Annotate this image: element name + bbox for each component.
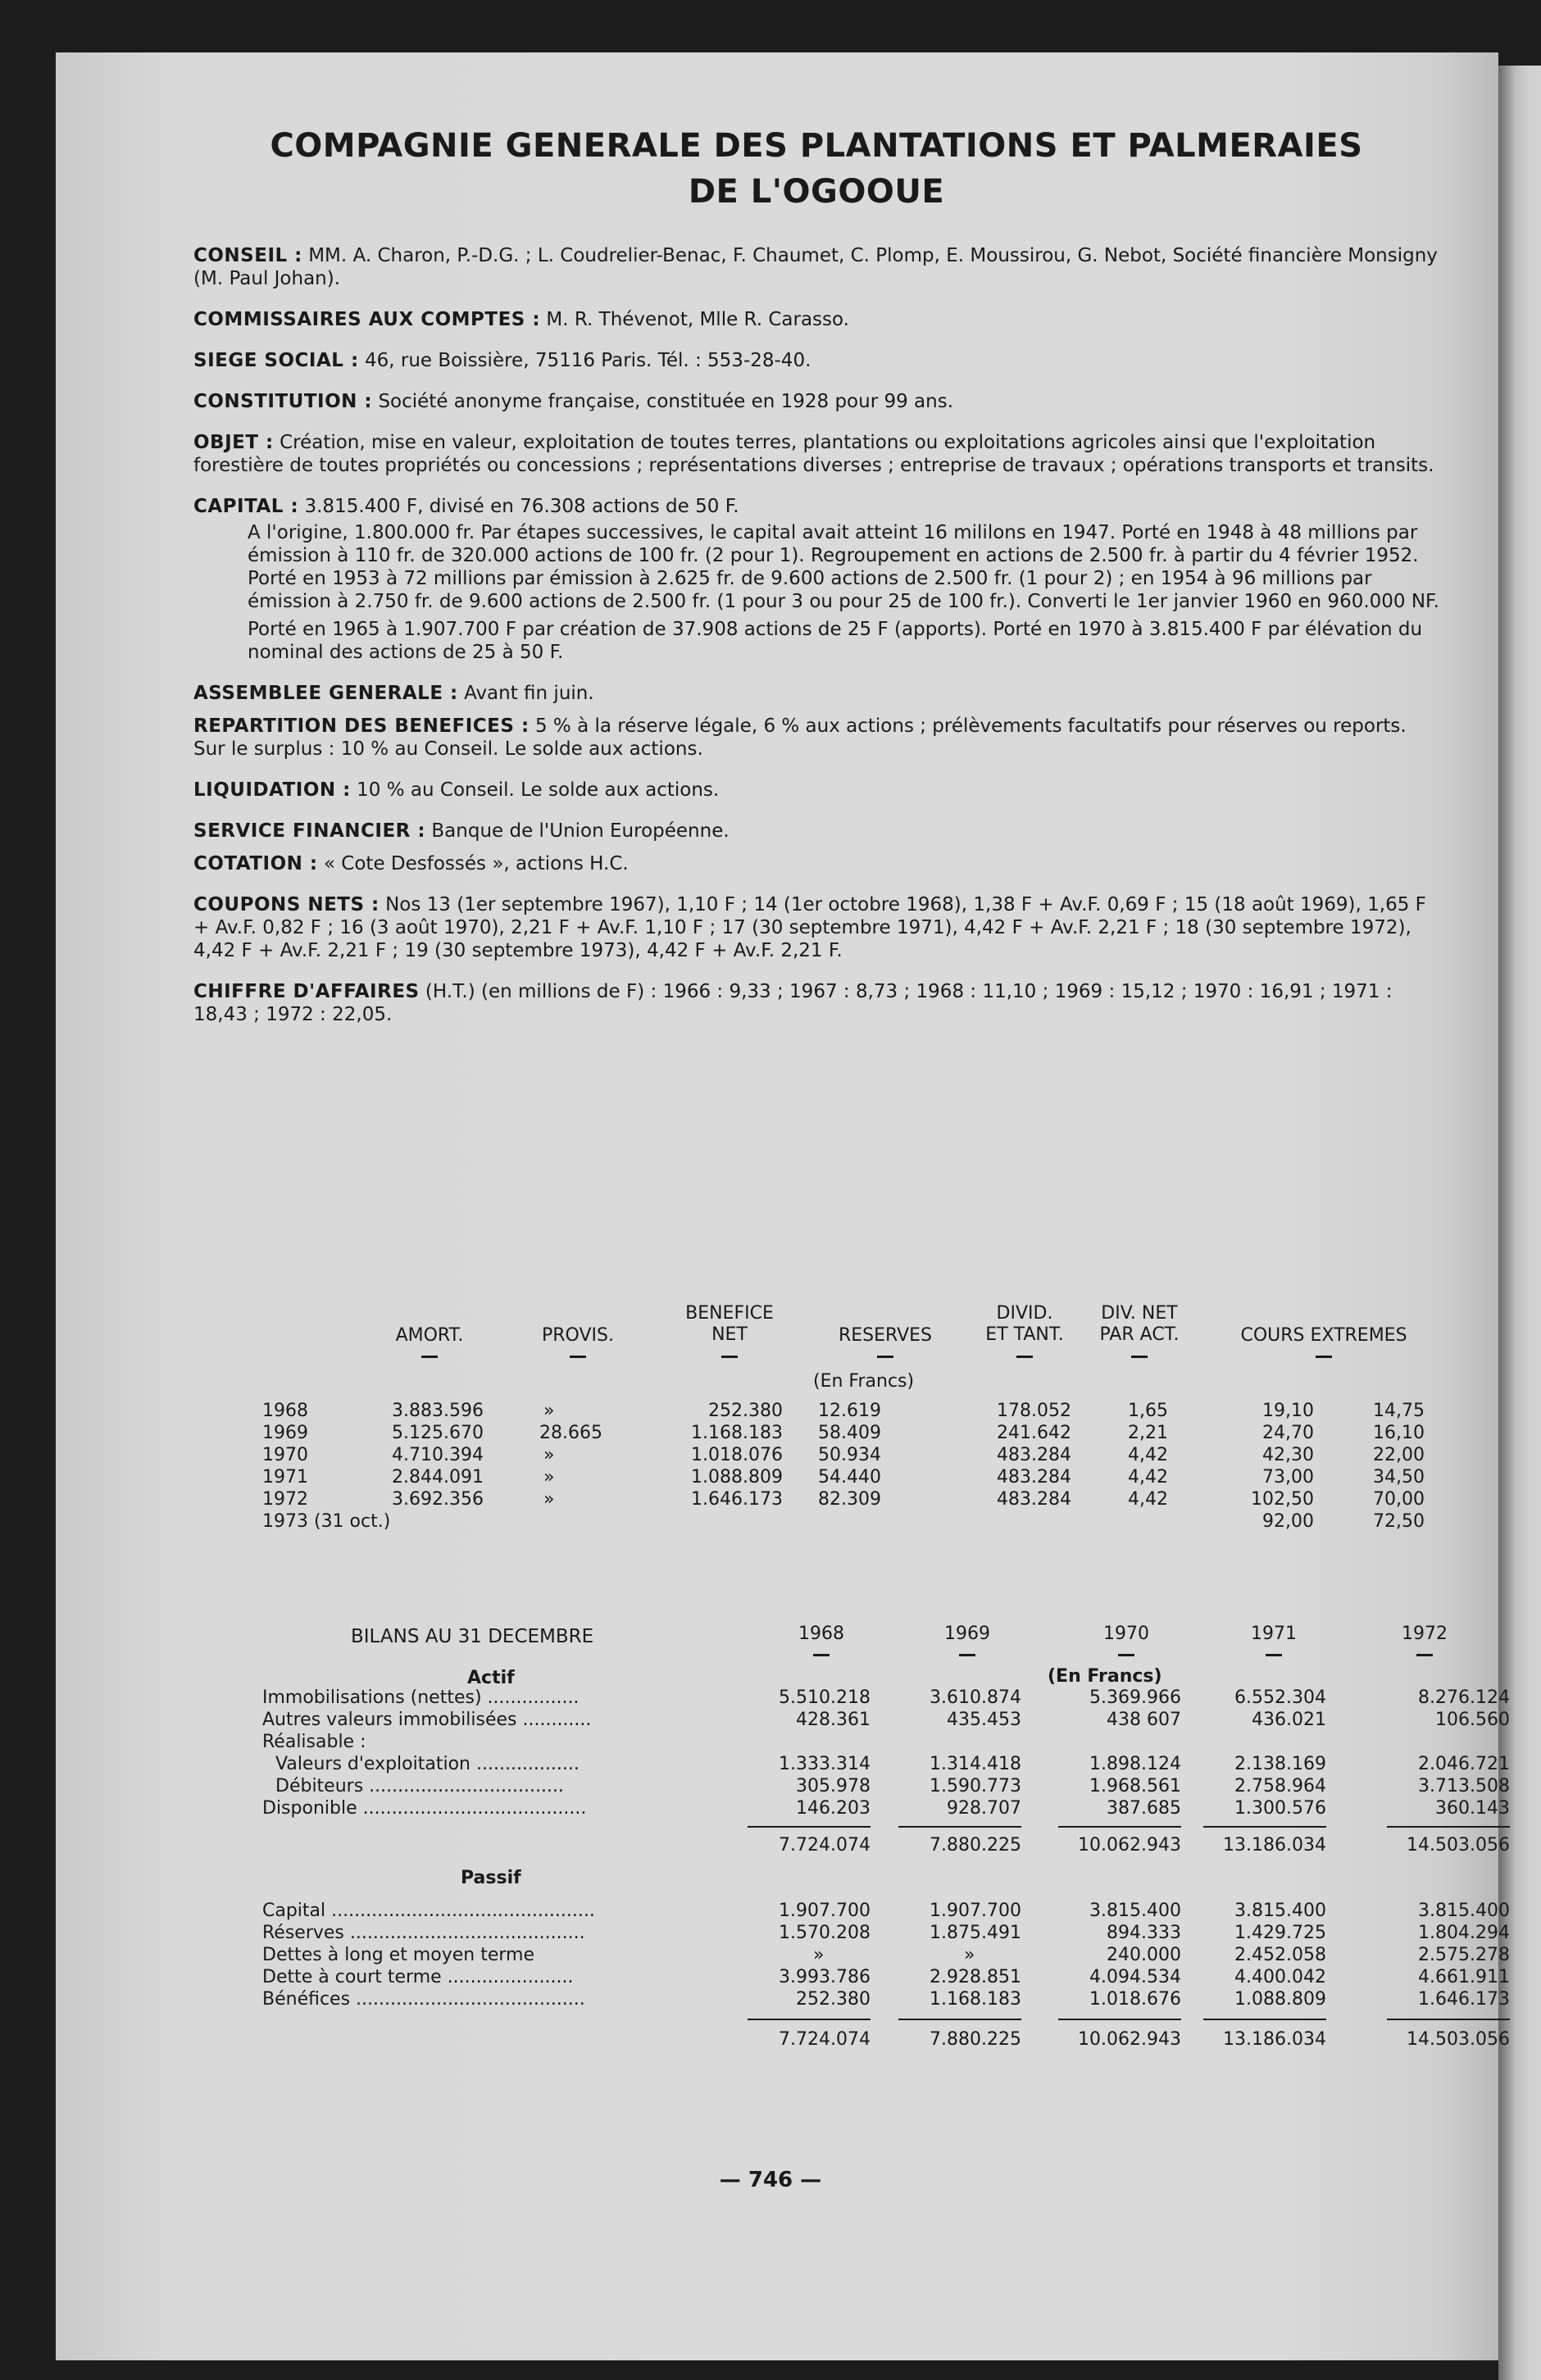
label: COUPONS NETS : xyxy=(193,894,380,915)
balance-cell: 436.021 xyxy=(1252,1710,1326,1730)
balance-title: BILANS AU 31 DECEMBRE xyxy=(351,1626,594,1647)
balance-row-label: Valeurs d'exploitation .................. xyxy=(275,1754,580,1774)
balance-cell: 2.138.169 xyxy=(1234,1754,1326,1774)
passif-total: 13.186.034 xyxy=(1223,2029,1326,2050)
capital-history-1: A l'origine, 1.800.000 fr. Par étapes successives, le capital avait atteint 16 mililons en 1947. Porté en 1948 à 48 millions par émission à 110 fr. de 320.000 actions de 100 fr. (2 pour 1). Regroupement en actions de 2.500 fr. à partir du 4 février 1952. Porté en 1953 à 72 millions par émission à 2.625 fr. de 9.600 actions de 2.500 fr. (1 pour 2) ; en 1954 à 96 millions par émission à 2.750 fr. de 9.600 actions de 2.500 fr. (1 pour 3 ou pour 25 de 100 fr.). Converti le 1er janvier 1960 en 960.000 NF. xyxy=(248,522,1439,612)
row-year: 1973 (31 oct.) xyxy=(262,1511,391,1532)
balance-cell: 3.713.508 xyxy=(1418,1776,1510,1796)
text: 3.815.400 F, divisé en 76.308 actions de 50 F. xyxy=(304,496,739,517)
total-rule xyxy=(748,1826,871,1828)
table-cell: 1.088.809 xyxy=(691,1467,783,1488)
table-cell: 2,21 xyxy=(1128,1423,1168,1443)
total-rule xyxy=(1387,2019,1510,2020)
title-line-1: COMPAGNIE GENERALE DES PLANTATIONS ET PALMERAIES xyxy=(270,127,1363,165)
balance-row-label: Dettes à long et moyen terme xyxy=(262,1945,534,1965)
actif-total: 14.503.056 xyxy=(1407,1835,1510,1855)
section-capital xyxy=(193,495,1439,664)
table-cell: 5.125.670 xyxy=(392,1423,484,1443)
row-year: 1968 xyxy=(262,1401,308,1421)
table-cell: 4,42 xyxy=(1128,1467,1168,1488)
balance-cell: 1.570.208 xyxy=(779,1923,871,1943)
actif-total: 10.062.943 xyxy=(1078,1835,1181,1855)
table-cell: 3.883.596 xyxy=(392,1401,484,1421)
header-underline xyxy=(421,1356,438,1358)
text: Création, mise en valeur, exploitation de toutes terres, plantations ou exploitations agricoles ainsi que l'exploitation forestière de toutes propriétés ou concessions ; représentations diverses ; entreprise de travaux ; opérations transports et transits. xyxy=(193,432,1434,476)
balance-cell: 3.815.400 xyxy=(1234,1901,1326,1921)
section-conseil xyxy=(193,244,1439,290)
balance-cell: 146.203 xyxy=(796,1798,871,1819)
balance-cell: 3.815.400 xyxy=(1089,1901,1181,1921)
table-cell: 14,75 xyxy=(1373,1401,1425,1421)
row-year: 1972 xyxy=(262,1489,308,1510)
balance-row-label: Capital .............................................. xyxy=(262,1901,595,1921)
table-cell: » xyxy=(543,1489,555,1510)
balance-cell: 1.088.809 xyxy=(1234,1989,1326,2010)
balance-cell: 1.804.294 xyxy=(1418,1923,1510,1943)
table-cell: 102,50 xyxy=(1251,1489,1314,1510)
row-year: 1971 xyxy=(262,1467,308,1488)
table-cell: 241.642 xyxy=(997,1423,1071,1443)
text: 10 % au Conseil. Le solde aux actions. xyxy=(357,779,720,801)
balance-cell: 1.168.183 xyxy=(930,1989,1021,2010)
table-cell: 3.692.356 xyxy=(392,1489,484,1510)
balance-cell: » xyxy=(813,1945,825,1965)
table-cell: 483.284 xyxy=(997,1445,1071,1465)
balance-cell: 1.907.700 xyxy=(930,1901,1021,1921)
balance-cell: 6.552.304 xyxy=(1234,1687,1326,1708)
balance-cell: 1.898.124 xyxy=(1089,1754,1181,1774)
section-commissaires xyxy=(193,308,1439,331)
table-cell: 54.440 xyxy=(818,1467,881,1488)
table-cell: 12.619 xyxy=(818,1401,881,1421)
section-coupons xyxy=(193,893,1439,962)
balance-cell: 1.646.173 xyxy=(1418,1989,1510,2010)
year-header: 1968 xyxy=(798,1624,844,1644)
year-header: 1971 xyxy=(1251,1624,1297,1644)
text: Nos 13 (1er septembre 1967), 1,10 F ; 14 (1er octobre 1968), 1,38 F + Av.F. 0,69 F ; 15 (18 août 1969), 1,65 F + Av.F. 0,82 F ; 16 (3 août 1970), 2,21 F + Av.F. 1,10 F ; 17 (30 septembre 1971), 4,42 F + Av.F. 2,21 F ; 18 (30 septembre 1972), 4,42 F + Av.F. 2,21 F ; 19 (30 septembre 1973), 4,42 F + Av.F. 2,21 F. xyxy=(193,894,1426,961)
balance-cell: 305.978 xyxy=(796,1776,871,1796)
total-rule xyxy=(898,1826,1021,1828)
balance-row-label: Bénéfices ........................................ xyxy=(262,1989,585,2010)
text: Société anonyme française, constituée en 1928 pour 99 ans. xyxy=(378,391,954,412)
table-cell: » xyxy=(543,1445,555,1465)
text: 46, rue Boissière, 75116 Paris. Tél. : 553-28-40. xyxy=(364,350,811,371)
table-cell: 58.409 xyxy=(818,1423,881,1443)
balance-cell: 3.815.400 xyxy=(1418,1901,1510,1921)
balance-row-label: Autres valeurs immobilisées ............ xyxy=(262,1710,592,1730)
balance-row-label: Disponible ....................................... xyxy=(262,1798,587,1819)
balance-row-label: Immobilisations (nettes) ................ xyxy=(262,1687,580,1708)
table-cell: 72,50 xyxy=(1373,1511,1425,1532)
text: M. R. Thévenot, Mlle R. Carasso. xyxy=(546,309,849,330)
text: Avant fin juin. xyxy=(464,683,594,704)
section-assemblee xyxy=(193,682,1439,705)
passif-heading: Passif xyxy=(461,1868,521,1888)
page-number: — 746 — xyxy=(719,2168,822,2192)
balance-cell: 2.046.721 xyxy=(1418,1754,1510,1774)
label: ASSEMBLEE GENERALE : xyxy=(193,683,458,704)
table-cell: 16,10 xyxy=(1373,1423,1425,1443)
balance-cell: 1.875.491 xyxy=(930,1923,1021,1943)
label: CHIFFRE D'AFFAIRES xyxy=(193,981,420,1002)
balance-cell: 1.314.418 xyxy=(930,1754,1021,1774)
balance-cell: » xyxy=(964,1945,975,1965)
section-service xyxy=(193,820,1439,843)
balance-row-label: Dette à court terme ...................... xyxy=(262,1967,574,1987)
year-header: 1972 xyxy=(1402,1624,1448,1644)
label: REPARTITION DES BENEFICES : xyxy=(193,715,530,737)
text: (H.T.) (en millions de F) : 1966 : 9,33 ; 1967 : 8,73 ; 1968 : 11,10 ; 1969 : 15,12 ; 1970 : 16,91 ; 1971 : 18,43 ; 1972 : 22,05. xyxy=(193,981,1393,1025)
section-siege xyxy=(193,349,1439,372)
balance-cell: 435.453 xyxy=(947,1710,1021,1730)
table-cell: 82.309 xyxy=(818,1489,881,1510)
results-header: PROVIS. xyxy=(542,1325,614,1346)
total-rule xyxy=(1058,1826,1181,1828)
table-cell: 1,65 xyxy=(1128,1401,1168,1421)
passif-total: 7.880.225 xyxy=(930,2029,1021,2050)
balance-cell: 438 607 xyxy=(1107,1710,1181,1730)
balance-cell: 360.143 xyxy=(1435,1798,1510,1819)
balance-cell: 928.707 xyxy=(947,1798,1021,1819)
actif-total: 13.186.034 xyxy=(1223,1835,1326,1855)
table-cell: 19,10 xyxy=(1262,1401,1314,1421)
total-rule xyxy=(1387,1826,1510,1828)
label: SERVICE FINANCIER : xyxy=(193,820,426,842)
total-rule xyxy=(898,2019,1021,2020)
results-header: AMORT. xyxy=(395,1325,464,1346)
balance-row-label: Réalisable : xyxy=(262,1732,366,1752)
row-year: 1969 xyxy=(262,1423,308,1443)
text: Banque de l'Union Européenne. xyxy=(431,820,730,842)
table-cell: 483.284 xyxy=(997,1467,1071,1488)
balance-cell: 387.685 xyxy=(1107,1798,1181,1819)
balance-row-label: Réserves ......................................... xyxy=(262,1923,585,1943)
header-underline xyxy=(1131,1356,1148,1358)
table-cell: 73,00 xyxy=(1262,1467,1314,1488)
section-constitution xyxy=(193,390,1439,413)
year-header: 1969 xyxy=(944,1624,990,1644)
balance-cell: 5.510.218 xyxy=(779,1687,871,1708)
label: CAPITAL : xyxy=(193,496,299,517)
header-underline xyxy=(1316,1356,1332,1358)
results-header: DIVID. ET TANT. xyxy=(985,1303,1064,1345)
total-rule xyxy=(1203,2019,1326,2020)
actif-total: 7.880.225 xyxy=(930,1835,1021,1855)
balance-cell: 252.380 xyxy=(796,1989,871,2010)
results-unit: (En Francs) xyxy=(813,1371,915,1392)
total-rule xyxy=(1203,1826,1326,1828)
balance-cell: 4.661.911 xyxy=(1418,1967,1510,1987)
balance-cell: 4.094.534 xyxy=(1089,1967,1181,1987)
table-cell: 1.168.183 xyxy=(691,1423,783,1443)
year-underline xyxy=(1416,1654,1433,1656)
results-header: BENEFICE NET xyxy=(685,1303,774,1345)
year-underline xyxy=(1266,1654,1282,1656)
balance-cell: 4.400.042 xyxy=(1234,1967,1326,1987)
balance-cell: 1.018.676 xyxy=(1089,1989,1181,2010)
text: 5 % à la réserve légale, 6 % aux actions ; prélèvements facultatifs pour réserves ou reports. Sur le surplus : 10 % au Conseil. Le solde aux actions. xyxy=(193,715,1407,760)
balance-cell: 3.610.874 xyxy=(930,1687,1021,1708)
balance-cell: 1.968.561 xyxy=(1089,1776,1181,1796)
table-cell: 2.844.091 xyxy=(392,1467,484,1488)
table-cell: 4.710.394 xyxy=(392,1445,484,1465)
capital-history-2: Porté en 1965 à 1.907.700 F par création de 37.908 actions de 25 F (apports). Porté en 1970 à 3.815.400 F par élévation du nominal des actions de 25 à 50 F. xyxy=(248,619,1423,663)
balance-cell: 2.758.964 xyxy=(1234,1776,1326,1796)
table-cell: 28.665 xyxy=(539,1423,602,1443)
label: LIQUIDATION : xyxy=(193,779,351,801)
results-header: DIV. NET PAR ACT. xyxy=(1099,1303,1180,1345)
balance-cell: 8.276.124 xyxy=(1418,1687,1510,1708)
label: CONSEIL : xyxy=(193,245,302,266)
table-cell: 34,50 xyxy=(1373,1467,1425,1488)
label: OBJET : xyxy=(193,432,274,453)
results-header: RESERVES xyxy=(838,1325,933,1346)
section-chiffre xyxy=(193,980,1439,1026)
table-cell: 178.052 xyxy=(997,1401,1071,1421)
balance-row-label: Débiteurs .................................. xyxy=(275,1776,564,1796)
balance-cell: 1.333.314 xyxy=(779,1754,871,1774)
title-line-2: DE L'OGOOUE xyxy=(688,173,945,211)
text: MM. A. Charon, P.-D.G. ; L. Coudrelier-Benac, F. Chaumet, C. Plomp, E. Moussirou, G. Nebot, Société financière Monsigny (M. Paul Johan). xyxy=(193,245,1438,289)
header-underline xyxy=(721,1356,738,1358)
balance-unit: (En Francs) xyxy=(1048,1666,1162,1687)
table-cell: 22,00 xyxy=(1373,1445,1425,1465)
year-underline xyxy=(1118,1654,1134,1656)
balance-cell: 2.575.278 xyxy=(1418,1945,1510,1965)
actif-total: 7.724.074 xyxy=(779,1835,871,1855)
label: SIEGE SOCIAL : xyxy=(193,350,359,371)
table-cell: 24,70 xyxy=(1262,1423,1314,1443)
label: COMMISSAIRES AUX COMPTES : xyxy=(193,309,541,330)
text: « Cote Desfossés », actions H.C. xyxy=(323,853,629,874)
section-repartition xyxy=(193,715,1439,761)
table-cell: 42,30 xyxy=(1262,1445,1314,1465)
table-cell: 50.934 xyxy=(818,1445,881,1465)
balance-cell: 1.907.700 xyxy=(779,1901,871,1921)
total-rule xyxy=(1058,2019,1181,2020)
balance-cell: 3.993.786 xyxy=(779,1967,871,1987)
section-objet xyxy=(193,431,1439,477)
balance-cell: 894.333 xyxy=(1107,1923,1181,1943)
results-header: COURS EXTREMES xyxy=(1240,1325,1407,1346)
header-underline xyxy=(1016,1356,1033,1358)
balance-cell: 106.560 xyxy=(1435,1710,1510,1730)
passif-total: 14.503.056 xyxy=(1407,2029,1510,2050)
total-rule xyxy=(748,2019,871,2020)
document-body xyxy=(193,123,1439,1026)
table-cell: 1.018.076 xyxy=(691,1445,783,1465)
year-underline xyxy=(813,1654,830,1656)
balance-cell: 1.300.576 xyxy=(1234,1798,1326,1819)
table-cell: » xyxy=(543,1467,555,1488)
table-cell: 4,42 xyxy=(1128,1489,1168,1510)
table-cell: 1.646.173 xyxy=(691,1489,783,1510)
label: CONSTITUTION : xyxy=(193,391,373,412)
passif-total: 7.724.074 xyxy=(779,2029,871,2050)
header-underline xyxy=(877,1356,893,1358)
table-cell: 252.380 xyxy=(708,1401,783,1421)
balance-cell: 428.361 xyxy=(796,1710,871,1730)
table-cell: 70,00 xyxy=(1373,1489,1425,1510)
table-cell: 4,42 xyxy=(1128,1445,1168,1465)
table-cell: 483.284 xyxy=(997,1489,1071,1510)
passif-total: 10.062.943 xyxy=(1078,2029,1181,2050)
row-year: 1970 xyxy=(262,1445,308,1465)
header-underline xyxy=(570,1356,586,1358)
section-liquidation xyxy=(193,779,1439,802)
balance-cell: 2.452.058 xyxy=(1234,1945,1326,1965)
year-underline xyxy=(959,1654,975,1656)
balance-cell: 240.000 xyxy=(1107,1945,1181,1965)
table-cell: » xyxy=(543,1401,555,1421)
balance-cell: 2.928.851 xyxy=(930,1967,1021,1987)
balance-cell: 5.369.966 xyxy=(1089,1687,1181,1708)
label: COTATION : xyxy=(193,853,318,874)
section-cotation xyxy=(193,852,1439,875)
table-cell: 92,00 xyxy=(1262,1511,1314,1532)
year-header: 1970 xyxy=(1103,1624,1149,1644)
actif-heading: Actif xyxy=(467,1668,515,1688)
balance-cell: 1.429.725 xyxy=(1234,1923,1326,1943)
balance-cell: 1.590.773 xyxy=(930,1776,1021,1796)
